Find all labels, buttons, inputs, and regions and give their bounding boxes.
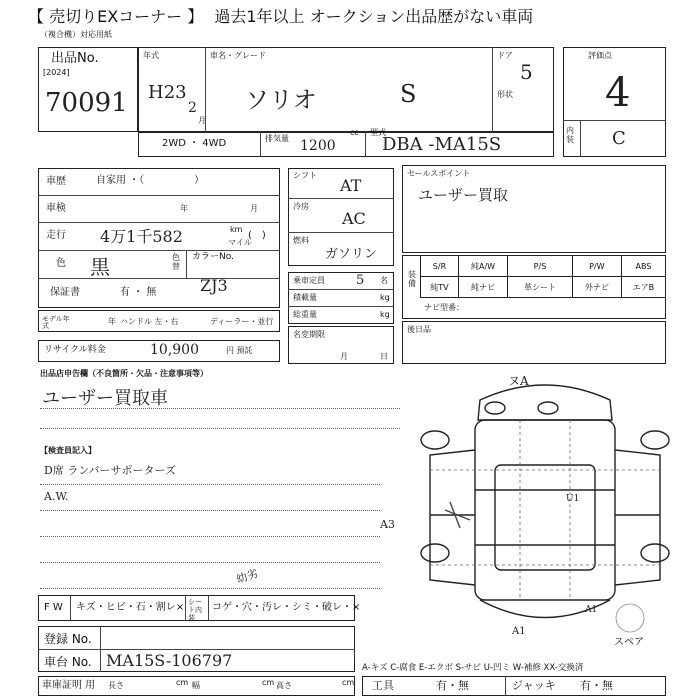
equip-navi: 純ナビ [458,277,507,298]
model-year-label: モデル年式 [42,315,70,330]
garage-cert-label: 車庫証明 用 [42,680,96,691]
wheel-rear-right [641,544,669,562]
inspector-line1: D席 ランバーサポーターズ [44,464,176,477]
later-items-block [402,321,666,364]
model-type-label: 型式 [370,128,386,137]
mirror-right [538,402,558,414]
recycle-value: 10,900 [150,342,199,358]
model-type-value: DBA -MA15S [382,134,502,155]
mileage-label: 走行 [46,230,66,241]
displacement-label: 排気量 [265,134,289,143]
wheel-rear-left [421,544,449,562]
navi-model-label: ナビ型番： [424,303,464,312]
lot-year-tag: [2024] [43,68,70,77]
displacement-unit: cc [350,128,359,137]
spare-label: スペア [614,637,644,648]
car-name-label: 車名・グレード [210,51,266,60]
inspection-month-unit: 月 [250,204,258,213]
cert-cm-3: cm [342,678,355,687]
drive-label: 2WD ・ 4WD [162,138,227,149]
car-name: ソリオ [245,86,317,114]
diagram-bottom-mark2: A1 [585,605,598,615]
diagram-side-mark: A3 [380,518,395,531]
equip-abs: ABS [621,256,665,277]
inspector-line2: A.W. [44,490,69,503]
interior-label: 内装 [566,126,574,144]
capacity-label: 乗車定員 [293,276,325,285]
equip-ext-navi: 外ナビ [572,277,621,298]
sales-point-value: ユーザー買取 [418,186,509,204]
cert-cm-1: cm [176,678,189,687]
wheel-front-right [641,431,669,449]
tools-options: 有・無 [436,679,469,692]
spare-tire-icon [616,604,644,632]
mileage-paren: ( ) [248,230,266,241]
inspection-year-unit: 年 [180,204,188,213]
warranty-label: 保証書 [50,287,80,298]
lot-box [38,47,138,132]
wheel-front-left [421,431,449,449]
mileage-value: 4万1千582 [100,227,183,246]
fw-text: キズ・ヒビ・石・割レ× [76,602,185,613]
year-month-unit: 月 [198,116,206,125]
weight-unit: kg [380,310,390,319]
handle-label: ハンドル 左・右 [120,317,179,326]
year-value: H23 [148,82,187,103]
capacity-unit: 名 [380,276,388,285]
load-unit: kg [380,293,390,302]
sales-point-block [402,165,666,253]
diagram-right-mark: U1 [566,494,580,504]
equip-tv: 純TV [421,277,459,298]
diagram-roof-mark: 幼劣 [234,566,260,587]
vehicle-diagram [400,370,690,650]
car-grade: S [400,80,417,108]
color-value: 黒 [90,255,110,279]
dealer-label: ディーラー・並行 [210,317,274,326]
grade-value: 4 [605,70,631,116]
diagram-front-mark: ヌA [508,374,529,388]
history-label: 車歴 [46,176,66,187]
weight-label: 総重量 [293,310,317,319]
sub-header: （複合機）対応用紙 [40,30,112,39]
banner-text: 過去1年以上 オークション出品歴がない車両 [214,7,534,26]
year-label: 年式 [143,51,159,60]
mirror-left [485,402,505,414]
equip-sr: S/R [421,256,459,277]
name-change-month: 月 [340,352,348,361]
cert-cm-2: cm [262,678,275,687]
equip-aw: 純A/W [458,256,507,277]
seat-label: シート内装 [188,598,202,622]
equipment-table [420,255,666,298]
name-change-label: 名変期限 [293,330,325,339]
load-label: 積載量 [293,293,317,302]
shift-label: シフト [293,171,317,180]
banner [28,4,688,28]
lot-number: 70091 [45,88,128,118]
later-items-label: 後日品 [407,325,431,334]
banner-prefix: 【 売切りEXコーナー 】 [28,7,204,26]
car-body-outline [475,420,615,600]
cert-length-label: 長さ [108,681,124,690]
mileage-unit-km: km [230,225,243,234]
registration-label: 登録 No. [44,632,92,646]
color-no-value: ZJ3 [200,276,228,295]
capacity-value: 5 [356,273,365,288]
name-change-day: 日 [380,352,388,361]
seller-notes-label: 出品店申告欄（不良箇所・欠品・注意事項等） [40,369,208,378]
shape-label: 形状 [497,90,513,99]
aircon-value: AC [342,209,366,228]
model-year-unit: 年 [108,317,116,326]
car-roof-outline [495,465,595,570]
year-month: 2 [188,100,197,116]
interior-value: C [612,128,626,149]
jack-options: 有・無 [580,679,613,692]
code-legend: A-キズ C-腐食 E-エクボ S-サビ U-凹ミ W-補修 XX-交換済 [362,663,584,673]
cert-height-label: 高さ [276,681,292,690]
fuel-label: 燃料 [293,236,309,245]
seller-notes-value: ユーザー買取車 [42,388,168,409]
mileage-unit-mile: マイル [228,238,252,247]
aircon-label: 冷房 [293,202,309,211]
color-no-label: カラーNo. [192,252,234,262]
history-options: 自家用 ・（ ） [96,175,205,186]
equip-leather: 革シート [508,277,573,298]
equipment-label: 装備 [408,270,416,288]
equip-pw: P/W [572,256,621,277]
sales-point-label: セールスポイント [407,169,471,178]
tools-label: 工具 [372,679,394,692]
displacement-value: 1200 [300,138,336,154]
fw-label: F W [44,602,63,613]
jack-label: ジャッキ [512,679,556,692]
fuel-value: ガソリン [325,247,378,262]
recycle-label: リサイクル料金 [44,345,106,355]
warranty-options: 有 ・ 無 [120,287,157,298]
inspection-label: 車検 [46,203,66,214]
grade-label: 評価点 [588,51,612,60]
chassis-value: MA15S-106797 [106,651,233,670]
cert-width-label: 幅 [192,681,200,690]
color-change-label: 色替 [172,253,180,271]
lot-label: 出品No. [51,51,99,66]
inspector-label: 【検査員記入】 [40,446,96,455]
equip-ps: P/S [508,256,573,277]
diagram-bottom-mark1: A1 [512,626,526,637]
door-value: 5 [520,60,533,84]
recycle-unit: 円 預託 [226,346,253,355]
chassis-label: 車台 No. [44,655,92,669]
door-label: ドア [497,51,513,60]
seat-text: コゲ・穴・汚レ・シミ・破レ・× [212,602,361,613]
color-label: 色 [56,258,66,269]
equip-airbag: エアB [621,277,665,298]
shift-value: AT [340,176,362,195]
